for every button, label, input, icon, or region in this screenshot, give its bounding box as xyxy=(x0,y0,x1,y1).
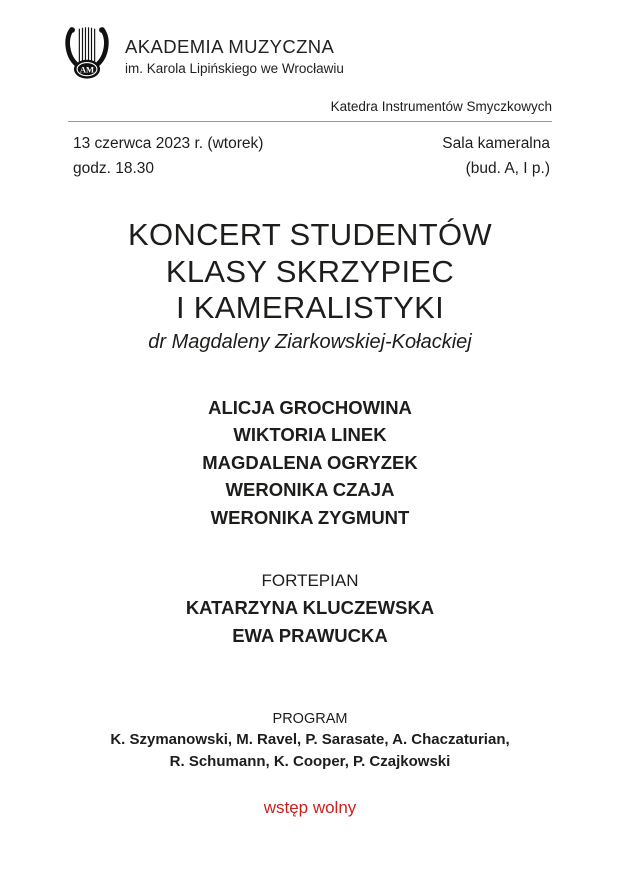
header xyxy=(0,0,620,114)
brand xyxy=(60,24,552,86)
performers-list xyxy=(0,394,620,532)
pianist-name: KATARZYNA KLUCZEWSKA xyxy=(185,597,435,618)
pianist-name: EWA PRAWUCKA xyxy=(232,624,388,646)
program-section xyxy=(0,709,620,772)
venue-detail: (bud. A, I p.) xyxy=(465,160,550,177)
institution-subtitle: im. Karola Lipińskiego we Wrocławiu xyxy=(125,61,344,76)
performer-name: WIKTORIA LINEK xyxy=(233,424,387,445)
program-composers-line-2: R. Schumann, K. Cooper, P. Czajkowski xyxy=(169,752,451,770)
institution-name: AKADEMIA MUZYCZNA xyxy=(125,36,335,57)
event-date: 13 czerwca 2023 r. (wtorek) xyxy=(73,135,264,152)
event-venue xyxy=(442,131,550,181)
program-composers-line-1: K. Szymanowski, M. Ravel, P. Sarasate, A. Chaczaturian, xyxy=(110,731,510,748)
admission-notice: wstęp wolny xyxy=(263,798,357,817)
title-line-2: KLASY SKRZYPIEC xyxy=(165,253,455,289)
performer-name: MAGDALENA OGRYZEK xyxy=(202,451,418,473)
title-line-1: KONCERT STUDENTÓW xyxy=(128,217,492,252)
piano-section xyxy=(0,567,620,649)
department-label: Katedra Instrumentów Smyczkowych xyxy=(330,99,552,114)
event-date-time xyxy=(73,131,263,181)
venue-name: Sala kameralna xyxy=(442,135,550,152)
teacher-name: dr Magdaleny Ziarkowskiej-Kołackiej xyxy=(148,330,472,353)
title-line-3: I KAMERALISTYKI xyxy=(175,290,445,325)
performer-name: ALICJA GROCHOWINA xyxy=(208,396,412,418)
lyre-icon xyxy=(60,24,114,86)
event-info xyxy=(0,122,620,181)
brand-text xyxy=(125,34,344,76)
event-time: godz. 18.30 xyxy=(73,160,155,177)
program-section-label: PROGRAM xyxy=(272,711,348,727)
title-block xyxy=(0,217,620,354)
piano-section-label: FORTEPIAN xyxy=(261,571,359,590)
svg-text:AM: AM xyxy=(79,64,95,75)
performer-name: WERONIKA CZAJA xyxy=(225,479,395,500)
performer-name: WERONIKA ZYGMUNT xyxy=(210,506,410,528)
